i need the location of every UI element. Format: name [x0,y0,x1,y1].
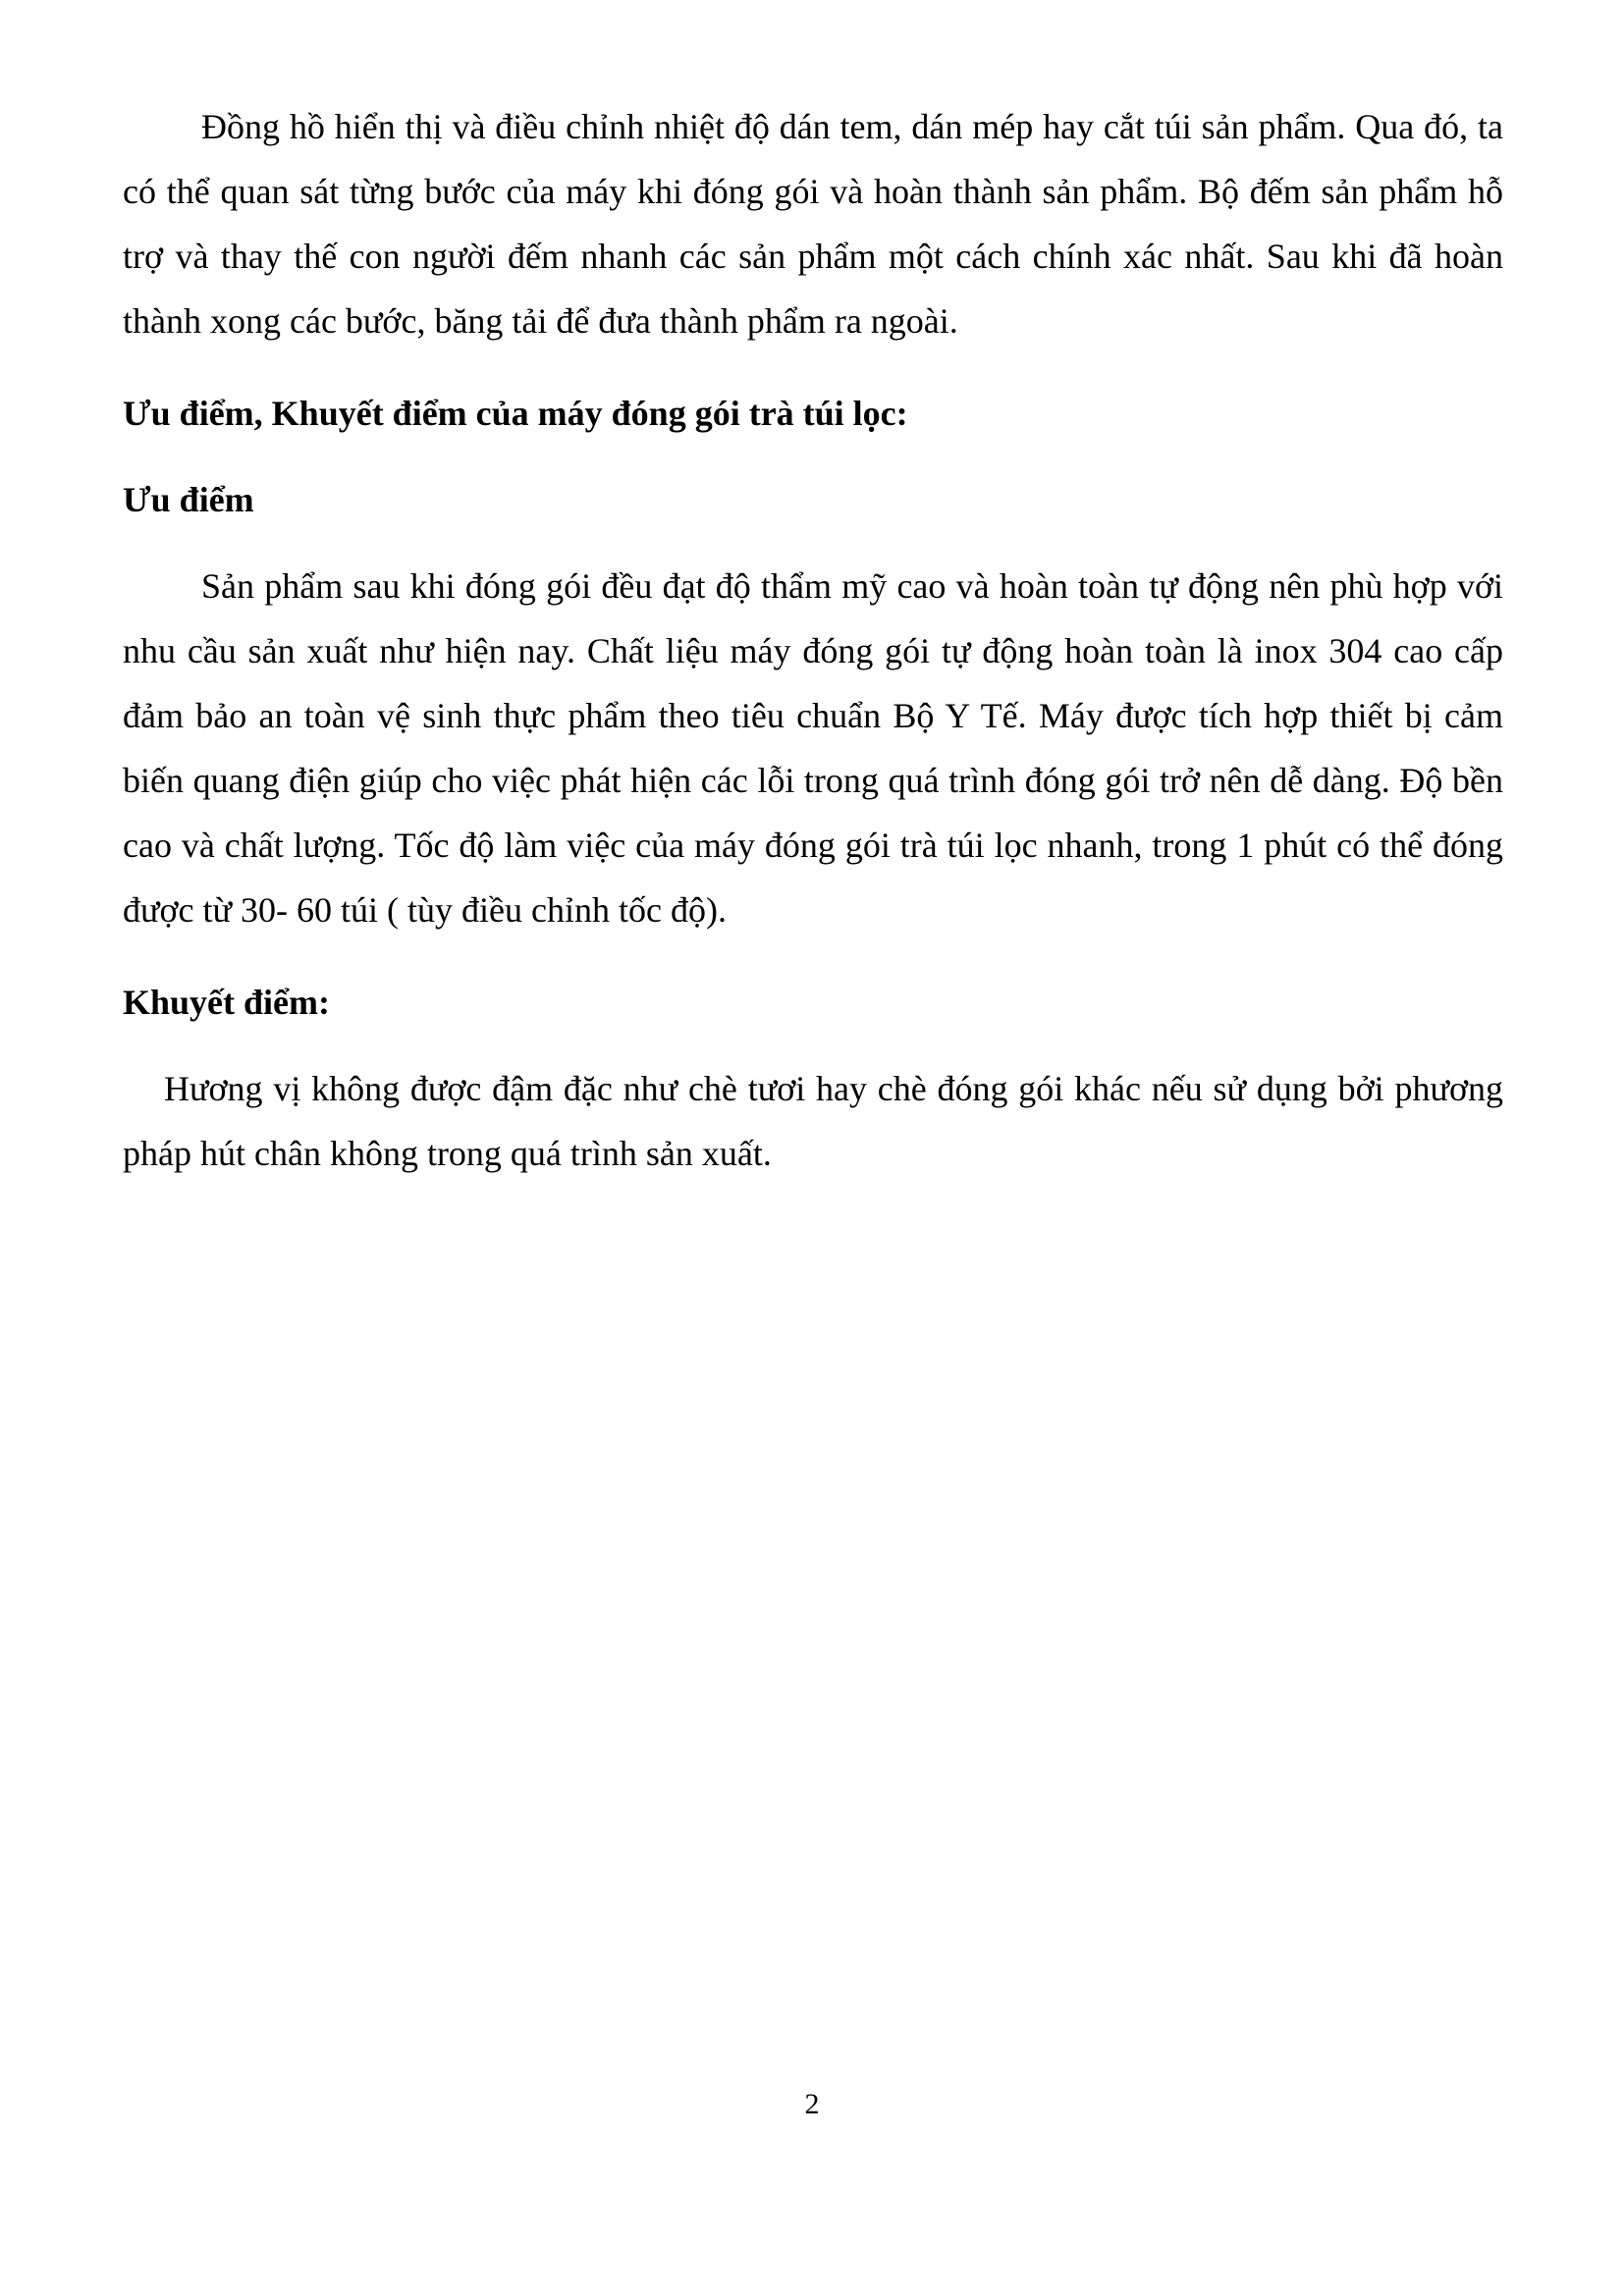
paragraph-intro: Đồng hồ hiển thị và điều chỉnh nhiệt độ dán tem, dán mép hay cắt túi sản phẩm. Qua đó, ta có thể quan sát từng bước của máy khi đóng gói và hoàn thành sản phẩm. Bộ đếm sản phẩm hỗ trợ và thay thế con người đếm nhanh các sản phẩm một cách chính xác nhất. Sau khi đã hoàn thành xong các bước, băng tải để đưa thành phẩm ra ngoài. [123,107,1503,341]
heading-pros: Ưu điểm [123,480,254,519]
page-content [123,94,1503,1213]
paragraph-cons: Hương vị không được đậm đặc như chè tươi hay chè đóng gói khác nếu sử dụng bởi phương pháp hút chân không trong quá trình sản xuất. [123,1069,1503,1173]
heading-cons: Khuyết điểm: [123,983,330,1022]
paragraph-pros: Sản phẩm sau khi đóng gói đều đạt độ thẩm mỹ cao và hoàn toàn tự động nên phù hợp với nhu cầu sản xuất như hiện nay. Chất liệu máy đóng gói tự động hoàn toàn là inox 304 cao cấp đảm bảo an toàn vệ sinh thực phẩm theo tiêu chuẩn Bộ Y Tế. Máy được tích hợp thiết bị cảm biến quang điện giúp cho việc phát hiện các lỗi trong quá trình đóng gói trở nên dễ dàng. Độ bền cao và chất lượng. Tốc độ làm việc của máy đóng gói trà túi lọc nhanh, trong 1 phút có thể đóng được từ 30- 60 túi ( tùy điều chỉnh tốc độ). [123,566,1503,930]
page-number: 2 [804,2088,820,2120]
heading-pros-cons: Ưu điểm, Khuyết điểm của máy đóng gói trà túi lọc: [123,394,908,433]
